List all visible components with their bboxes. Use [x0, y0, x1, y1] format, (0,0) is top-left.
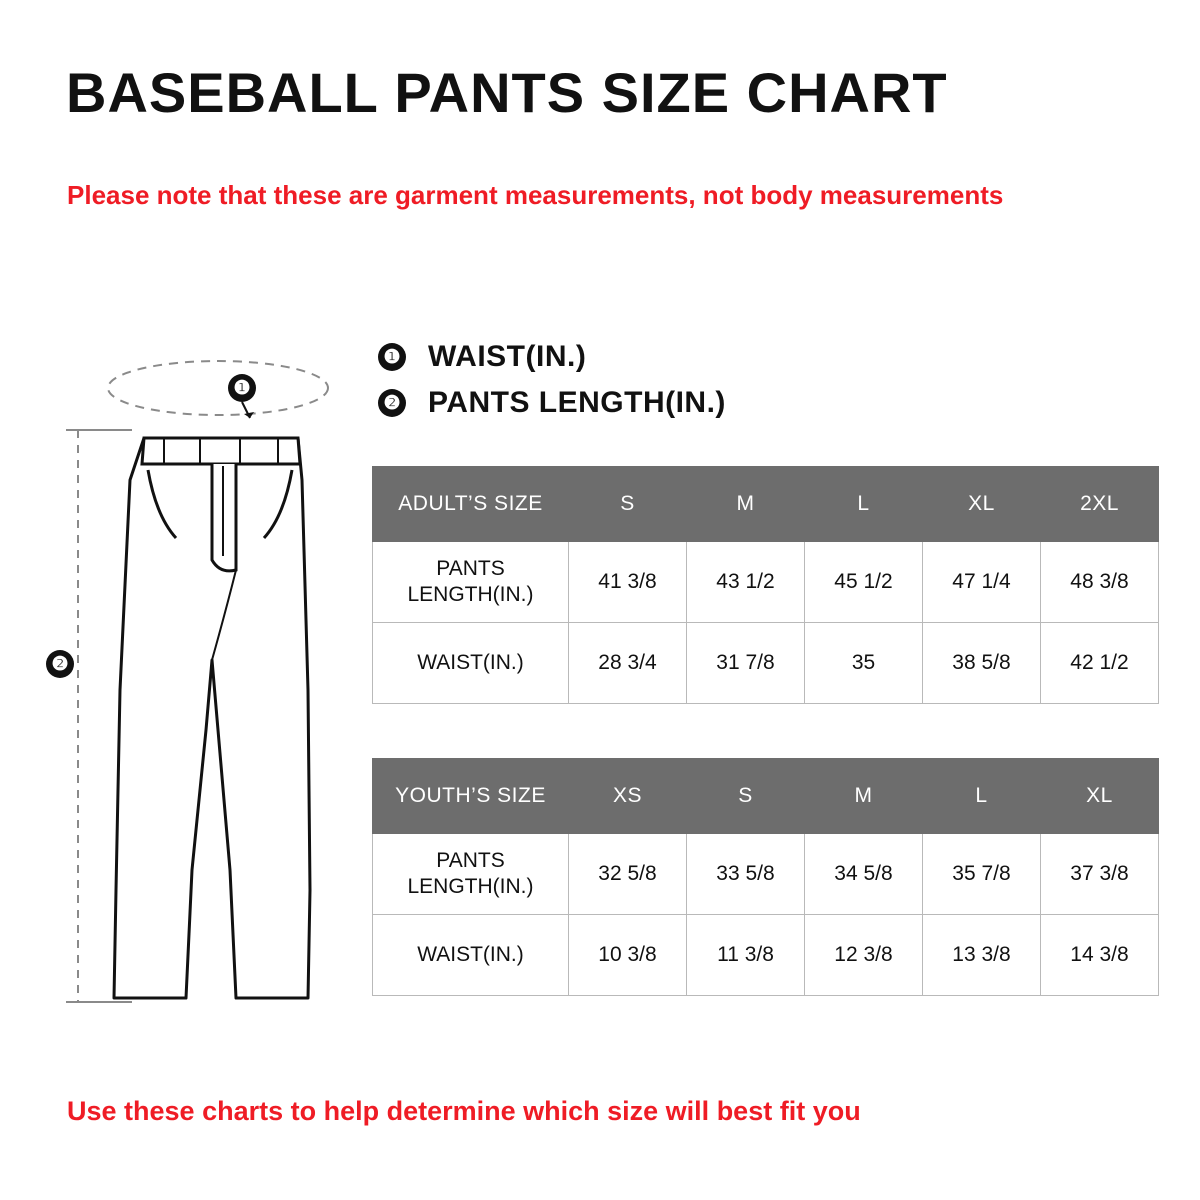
adult-waist-s: 28 3/4: [569, 623, 687, 704]
youth-header-size: YOUTH’S SIZE: [373, 759, 569, 834]
adult-waist-xl: 38 5/8: [923, 623, 1041, 704]
adult-header-m: M: [687, 467, 805, 542]
adult-length-2xl: 48 3/8: [1041, 542, 1159, 623]
adult-header-size: ADULT’S SIZE: [373, 467, 569, 542]
youth-length-m: 34 5/8: [805, 834, 923, 915]
youth-length-s: 33 5/8: [687, 834, 805, 915]
youth-header-xl: XL: [1041, 759, 1159, 834]
youth-row-label-pants-length: PANTS LENGTH(IN.): [373, 834, 569, 915]
number-one-badge-icon: ❶: [378, 343, 406, 371]
legend-item-pants-length: [378, 380, 726, 426]
adult-length-s: 41 3/8: [569, 542, 687, 623]
legend-item-waist: [378, 334, 726, 380]
youth-length-xl: 37 3/8: [1041, 834, 1159, 915]
youth-length-l: 35 7/8: [923, 834, 1041, 915]
legend-label-pants-length: PANTS LENGTH(IN.): [428, 386, 726, 419]
adult-header-2xl: 2XL: [1041, 467, 1159, 542]
adult-header-s: S: [569, 467, 687, 542]
illustration-length-badge-icon: ❷: [46, 650, 74, 678]
youth-waist-l: 13 3/8: [923, 915, 1041, 996]
adult-length-xl: 47 1/4: [923, 542, 1041, 623]
pants-illustration: [40, 330, 380, 1020]
adult-length-m: 43 1/2: [687, 542, 805, 623]
adult-size-table: [372, 466, 1159, 704]
youth-header-l: L: [923, 759, 1041, 834]
number-two-badge-icon: ❷: [378, 389, 406, 417]
measurement-legend: [378, 334, 726, 426]
page-title: BASEBALL PANTS SIZE CHART: [66, 61, 948, 124]
adult-row-label-pants-length: PANTS LENGTH(IN.): [373, 542, 569, 623]
youth-waist-xs: 10 3/8: [569, 915, 687, 996]
adult-row-label-waist: WAIST(IN.): [373, 623, 569, 704]
table-row: [373, 542, 1159, 623]
garment-measurement-note: Please note that these are garment measurements, not body measurements: [67, 180, 1004, 210]
legend-label-waist: WAIST(IN.): [428, 340, 587, 373]
youth-waist-xl: 14 3/8: [1041, 915, 1159, 996]
adult-waist-l: 35: [805, 623, 923, 704]
table-row: [373, 623, 1159, 704]
youth-length-xs: 32 5/8: [569, 834, 687, 915]
youth-waist-s: 11 3/8: [687, 915, 805, 996]
table-header-row: [373, 759, 1159, 834]
youth-header-xs: XS: [569, 759, 687, 834]
adult-length-l: 45 1/2: [805, 542, 923, 623]
youth-waist-m: 12 3/8: [805, 915, 923, 996]
youth-header-s: S: [687, 759, 805, 834]
table-row: [373, 915, 1159, 996]
youth-size-table: [372, 758, 1159, 996]
youth-row-label-waist: WAIST(IN.): [373, 915, 569, 996]
adult-header-xl: XL: [923, 467, 1041, 542]
adult-waist-m: 31 7/8: [687, 623, 805, 704]
adult-waist-2xl: 42 1/2: [1041, 623, 1159, 704]
adult-header-l: L: [805, 467, 923, 542]
footer-help-note: Use these charts to help determine which size will best fit you: [67, 1096, 861, 1126]
illustration-waist-badge-icon: ❶: [228, 374, 256, 402]
table-row: [373, 834, 1159, 915]
youth-header-m: M: [805, 759, 923, 834]
table-header-row: [373, 467, 1159, 542]
pants-diagram-svg: [40, 330, 380, 1020]
